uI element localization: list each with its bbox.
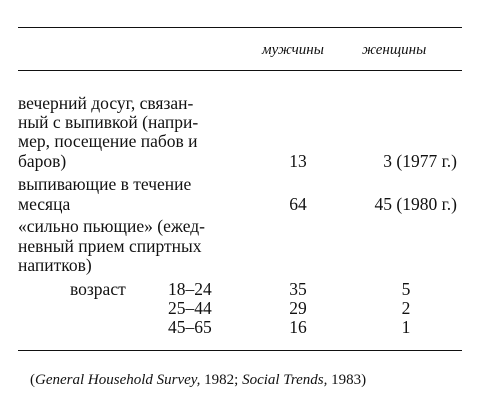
top-rule <box>18 27 462 28</box>
row-label-line: месяца <box>18 194 71 214</box>
cell-men: 29 <box>289 298 307 318</box>
cell-men: 35 <box>289 279 307 299</box>
age-range: 25–44 <box>168 298 212 318</box>
source-citation <box>30 372 366 389</box>
header-rule <box>18 70 462 71</box>
age-range: 18–24 <box>168 279 212 299</box>
row-label-line: выпивающие в течение <box>18 174 192 194</box>
row-label-line: баров) <box>18 151 67 171</box>
source-title-2: Social Trends, <box>242 372 328 388</box>
row-label-line: вечерний досуг, связан- <box>18 93 194 113</box>
cell-women: 1 <box>401 317 411 337</box>
row-label-line: мер, посещение пабов и <box>18 131 198 151</box>
header-women: женщины <box>362 42 427 58</box>
cell-men: 64 <box>289 194 307 214</box>
cell-men: 13 <box>289 151 307 171</box>
cell-men: 16 <box>289 317 307 337</box>
cell-women: 5 <box>401 279 411 299</box>
source-year-1: 1982; <box>200 372 243 388</box>
age-range: 45–65 <box>168 317 212 337</box>
cell-women: 45 (1980 г.) <box>374 194 457 214</box>
bottom-rule <box>18 350 462 351</box>
cell-women: 2 <box>401 298 411 318</box>
row-label-line: напитков) <box>18 255 92 275</box>
source-title-1: General Household Survey, <box>35 372 201 388</box>
source-open: ( <box>30 372 35 388</box>
age-label: возраст <box>70 279 126 299</box>
row-label-line: «сильно пьющие» (ежед- <box>18 216 205 236</box>
source-year-2: 1983) <box>327 372 367 388</box>
row-label-line: ный с выпивкой (напри- <box>18 112 199 132</box>
cell-women: 3 (1977 г.) <box>383 151 457 171</box>
header-men: мужчины <box>262 42 324 58</box>
row-label-line: невный прием спиртных <box>18 236 202 256</box>
